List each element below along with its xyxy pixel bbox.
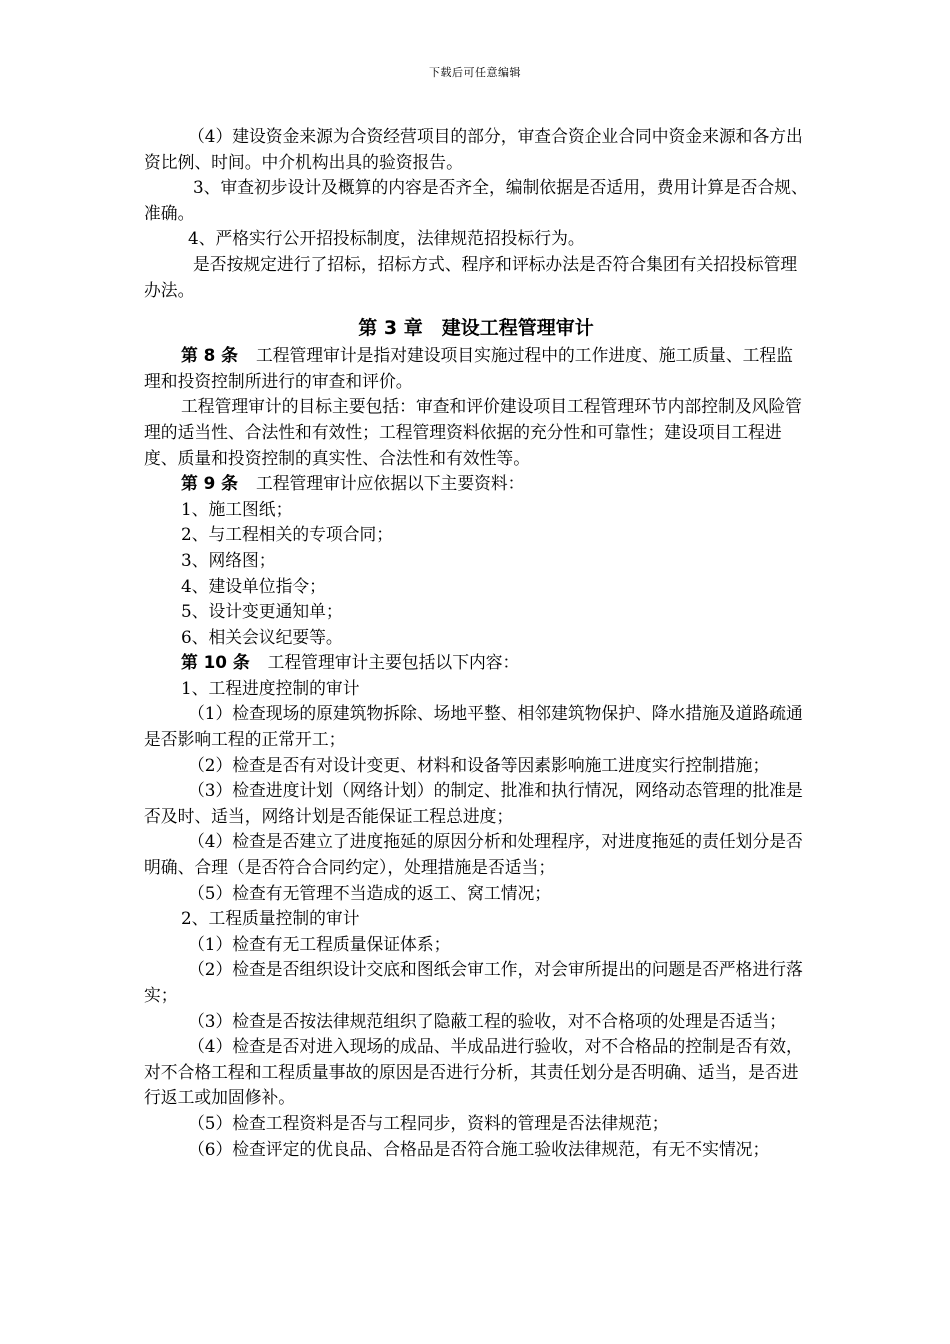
list-item: （2）检查是否组织设计交底和图纸会审工作，对会审所提出的问题是否严格进行落实； [144,959,803,1005]
list-item: （3）检查是否按法律规范组织了隐蔽工程的验收，对不合格项的处理是否适当； [188,1010,787,1031]
paragraph: 工程管理审计的目标主要包括：审查和评价建设项目工程管理环节内部控制及风险管理的适当性、合法性和有效性；工程管理资料依据的充分性和可靠性；建设项目工程进度、质量和投资控制的真实性、合法性和有效性等。 [144,396,802,468]
list-item: （5）检查有无管理不当造成的返工、窝工情况； [188,882,552,903]
article-text: 工程管理审计主要包括以下内容： [267,652,520,673]
list-item: （6）检查评定的优良品、合格品是否符合施工验收法律规范，有无不实情况； [188,1138,770,1159]
list-item: 3、网络图； [181,549,276,570]
article-9 [144,471,808,497]
paragraph: 是否按规定进行了招标，招标方式、程序和评标办法是否符合集团有关招投标管理办法。 [144,253,798,300]
article-text: 工程管理审计是指对建设项目实施过程中的工作进度、施工质量、工程监理和投资控制所进行的审查和评价。 [144,345,793,391]
paragraph: （4）建设资金来源为合资经营项目的部分，审查合资企业合同中资金来源和各方出资比例、时间。中介机构出具的验资报告。 [144,126,803,172]
article-label: 第 10 条 [181,652,250,673]
paragraph: 4、严格实行公开招投标制度，法律规范招投标行为。 [188,228,585,249]
section-heading: 2、工程质量控制的审计 [181,908,360,929]
list-item: 5、设计变更通知单； [181,601,343,622]
article-label: 第 9 条 [181,473,238,494]
article-8 [144,343,808,394]
list-item: （3）检查进度计划（网络计划）的制定、批准和执行情况，网络动态管理的批准是否及时、适当，网络计划是否能保证工程总进度； [144,780,803,826]
document-body [144,124,808,1162]
list-item: 1、施工图纸； [181,498,293,519]
section-heading: 1、工程进度控制的审计 [181,677,360,698]
list-item: （2）检查是否有对设计变更、材料和设备等因素影响施工进度实行控制措施； [188,754,770,775]
list-item: （5）检查工程资料是否与工程同步，资料的管理是否法律规范； [188,1112,669,1133]
chapter-title: 第 3 章 建设工程管理审计 [358,317,594,340]
article-label: 第 8 条 [181,345,238,366]
list-item: （4）检查是否建立了进度拖延的原因分析和处理程序，对进度拖延的责任划分是否明确、合理（是否符合合同约定），处理措施是否适当； [144,831,803,878]
list-item: （1）检查现场的原建筑物拆除、场地平整、相邻建筑物保护、降水措施及道路疏通是否影响工程的正常开工； [144,703,803,750]
list-item: 2、与工程相关的专项合同； [181,524,394,545]
list-item: 4、建设单位指令； [181,575,326,596]
article-10 [144,650,808,676]
list-item: （1）检查有无工程质量保证体系； [188,933,451,954]
article-text: 工程管理审计应依据以下主要资料： [255,473,525,494]
page-header: 下载后可任意编辑 [429,66,521,79]
list-item: （4）检查是否对进入现场的成品、半成品进行验收，对不合格品的控制是否有效，对不合格工程和工程质量事故的原因是否进行分析，其责任划分是否明确、适当，是否进行返工或加固修补。 [144,1036,803,1108]
list-item: 6、相关会议纪要等。 [181,626,343,647]
paragraph: 3、审查初步设计及概算的内容是否齐全，编制依据是否适用，费用计算是否合规、准确。 [144,177,808,223]
